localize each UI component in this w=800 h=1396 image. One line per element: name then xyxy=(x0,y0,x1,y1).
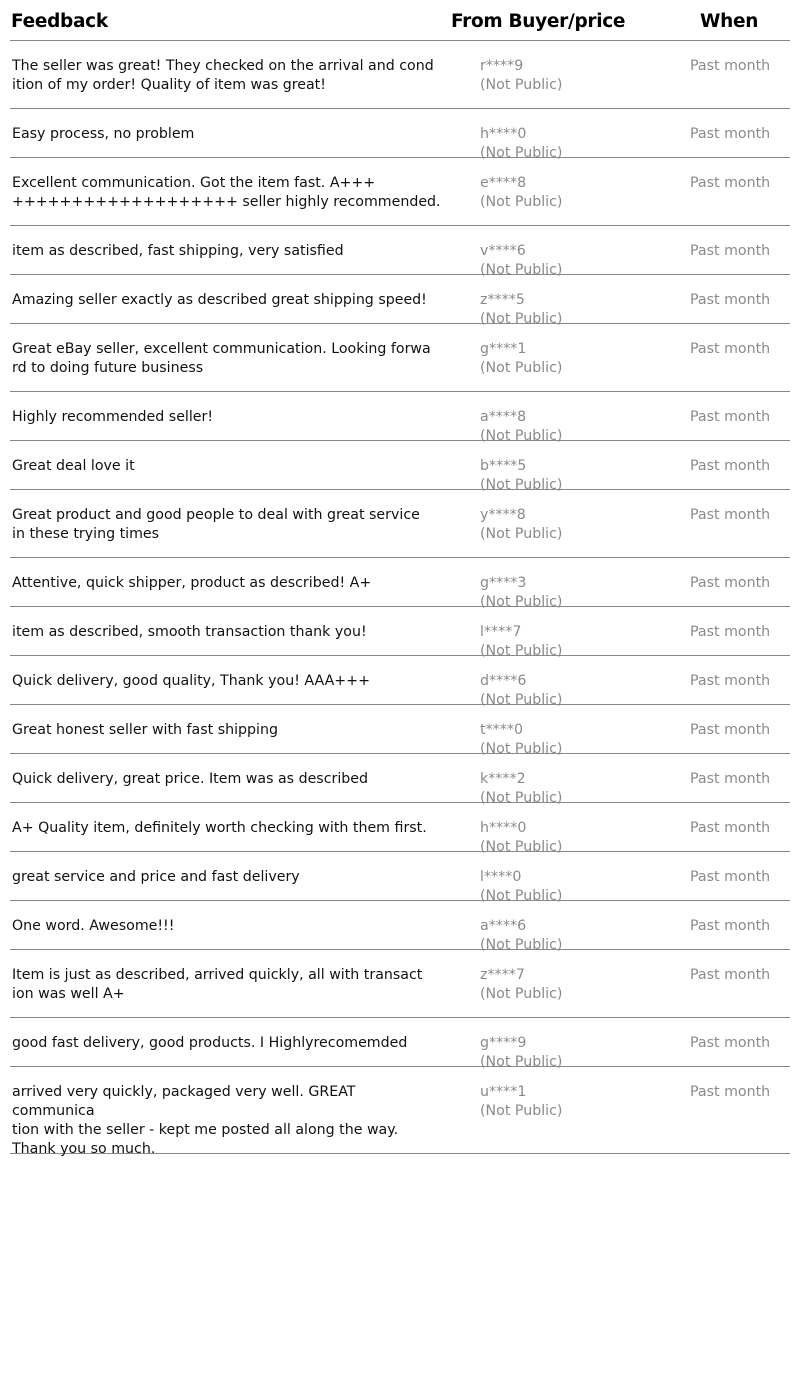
feedback-comment: Quick delivery, great price. Item was as described xyxy=(12,771,369,787)
feedback-when: Past month xyxy=(690,820,771,836)
feedback-when: Past month xyxy=(690,1035,771,1051)
feedback-comment: Item is just as described, arrived quickly, all with transact ion was well A+ xyxy=(12,967,423,1002)
feedback-comment: The seller was great! They checked on the arrival and cond ition of my order! Quality of item was great! xyxy=(12,58,434,93)
buyer-id: v****6 xyxy=(480,243,526,259)
buyer-id: b****5 xyxy=(480,458,527,474)
buyer-visibility: (Not Public) xyxy=(480,1054,563,1070)
table-row xyxy=(10,109,790,161)
buyer-visibility: (Not Public) xyxy=(480,839,563,855)
buyer-id: z****7 xyxy=(480,967,525,983)
feedback-when: Past month xyxy=(690,1084,771,1100)
feedback-when: Past month xyxy=(690,918,771,934)
feedback-when: Past month xyxy=(690,243,771,259)
feedback-comment: item as described, fast shipping, very satisfied xyxy=(12,243,344,259)
table-row xyxy=(10,158,790,226)
buyer-visibility: (Not Public) xyxy=(480,477,563,493)
feedback-comment: item as described, smooth transaction thank you! xyxy=(12,624,367,640)
buyer-visibility: (Not Public) xyxy=(480,77,563,93)
feedback-comment: Amazing seller exactly as described great shipping speed! xyxy=(12,292,427,308)
feedback-comment: One word. Awesome!!! xyxy=(12,918,175,934)
buyer-cell xyxy=(480,174,562,212)
feedback-when: Past month xyxy=(690,458,771,474)
table-row xyxy=(10,441,790,493)
feedback-comment: Great honest seller with fast shipping xyxy=(12,722,278,738)
feedback-comment: A+ Quality item, definitely worth checking with them first. xyxy=(12,820,427,836)
buyer-id: g****3 xyxy=(480,575,527,591)
table-row xyxy=(10,1067,790,1157)
feedback-when: Past month xyxy=(690,341,771,357)
feedback-when: Past month xyxy=(690,292,771,308)
feedback-comment: Great product and good people to deal with great service in these trying times xyxy=(12,507,420,542)
buyer-cell xyxy=(480,506,562,544)
feedback-when: Past month xyxy=(690,771,771,787)
buyer-visibility: (Not Public) xyxy=(480,643,563,659)
feedback-when: Past month xyxy=(690,507,771,523)
feedback-when: Past month xyxy=(690,126,771,142)
table-row xyxy=(10,754,790,806)
buyer-id: r****9 xyxy=(480,58,524,74)
table-row xyxy=(10,656,790,708)
buyer-visibility: (Not Public) xyxy=(480,888,563,904)
table-row xyxy=(10,852,790,904)
feedback-when: Past month xyxy=(690,409,771,425)
table-row xyxy=(10,324,790,392)
buyer-id: d****6 xyxy=(480,673,527,689)
feedback-when: Past month xyxy=(690,869,771,885)
buyer-id: t****0 xyxy=(480,722,523,738)
feedback-comment: arrived very quickly, packaged very well. GREAT communica tion with the seller - kept me posted all along the way. Thank you so much. xyxy=(12,1084,399,1157)
buyer-id: k****2 xyxy=(480,771,526,787)
feedback-comment: Great eBay seller, excellent communication. Looking forwa rd to doing future business xyxy=(12,341,431,376)
buyer-id: a****6 xyxy=(480,918,527,934)
table-row xyxy=(10,41,790,109)
feedback-when: Past month xyxy=(690,175,771,191)
buyer-id: g****9 xyxy=(480,1035,527,1051)
buyer-id: z****5 xyxy=(480,292,525,308)
table-row xyxy=(10,392,790,444)
buyer-id: h****0 xyxy=(480,126,527,142)
buyer-visibility: (Not Public) xyxy=(480,692,563,708)
buyer-cell xyxy=(480,966,562,1004)
buyer-visibility: (Not Public) xyxy=(480,428,563,444)
feedback-when: Past month xyxy=(690,722,771,738)
buyer-visibility: (Not Public) xyxy=(480,526,563,542)
buyer-id: l****0 xyxy=(480,869,522,885)
feedback-comment: Attentive, quick shipper, product as described! A+ xyxy=(12,575,372,591)
buyer-cell xyxy=(480,340,562,378)
table-row xyxy=(10,950,790,1018)
feedback-comment: Easy process, no problem xyxy=(12,126,195,142)
feedback-comment: Quick delivery, good quality, Thank you! AAA+++ xyxy=(12,673,370,689)
feedback-when: Past month xyxy=(690,58,771,74)
feedback-when: Past month xyxy=(690,624,771,640)
buyer-id: l****7 xyxy=(480,624,522,640)
buyer-visibility: (Not Public) xyxy=(480,790,563,806)
feedback-when: Past month xyxy=(690,575,771,591)
buyer-visibility: (Not Public) xyxy=(480,594,563,610)
feedback-comment: great service and price and fast delivery xyxy=(12,869,300,885)
buyer-visibility: (Not Public) xyxy=(480,741,563,757)
buyer-visibility: (Not Public) xyxy=(480,311,563,327)
buyer-visibility: (Not Public) xyxy=(480,262,563,278)
table-row xyxy=(10,803,790,855)
buyer-visibility: (Not Public) xyxy=(480,1103,563,1119)
buyer-id: u****1 xyxy=(480,1084,527,1100)
buyer-visibility: (Not Public) xyxy=(480,360,563,376)
table-row xyxy=(10,490,790,558)
buyer-cell xyxy=(480,57,562,95)
buyer-cell xyxy=(480,1083,562,1121)
buyer-visibility: (Not Public) xyxy=(480,145,563,161)
table-row xyxy=(10,226,790,278)
feedback-comment: good fast delivery, good products. I Highlyrecomemded xyxy=(12,1035,408,1051)
table-row xyxy=(10,705,790,757)
buyer-visibility: (Not Public) xyxy=(480,194,563,210)
table-row xyxy=(10,1018,790,1070)
table-row xyxy=(10,901,790,953)
buyer-visibility: (Not Public) xyxy=(480,986,563,1002)
feedback-when: Past month xyxy=(690,967,771,983)
table-row xyxy=(10,275,790,327)
feedback-comment: Excellent communication. Got the item fast. A+++ +++++++++++++++++++ seller highly recommended. xyxy=(12,175,441,210)
feedback-table xyxy=(10,0,790,1157)
buyer-id: h****0 xyxy=(480,820,527,836)
buyer-id: y****8 xyxy=(480,507,526,523)
buyer-visibility: (Not Public) xyxy=(480,937,563,953)
feedback-comment: Highly recommended seller! xyxy=(12,409,214,425)
buyer-id: a****8 xyxy=(480,409,527,425)
feedback-when: Past month xyxy=(690,673,771,689)
table-row xyxy=(10,607,790,659)
column-header-when: When xyxy=(700,11,759,32)
column-header-feedback: Feedback xyxy=(11,11,108,32)
column-header-from-buyer-price: From Buyer/price xyxy=(451,11,626,32)
table-row xyxy=(10,558,790,610)
table-header xyxy=(10,0,790,41)
buyer-id: g****1 xyxy=(480,341,527,357)
buyer-id: e****8 xyxy=(480,175,527,191)
feedback-comment: Great deal love it xyxy=(12,458,135,474)
